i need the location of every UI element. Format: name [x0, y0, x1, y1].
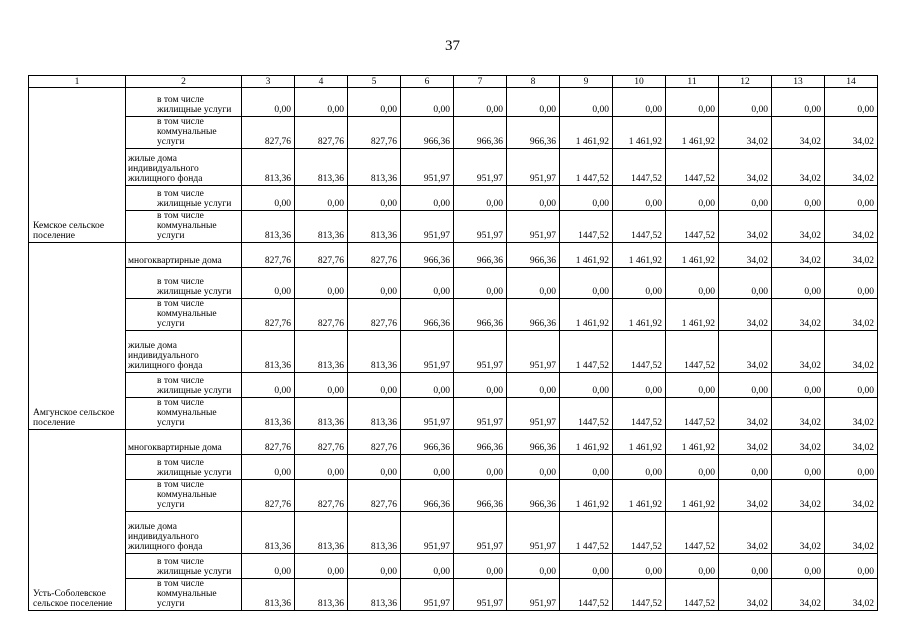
row-label: в том числе коммунальные услуги [126, 299, 242, 331]
tariff-value-cell: 0,00 [772, 554, 825, 579]
row-label: в том числе жилищные услуги [126, 268, 242, 299]
tariff-value-cell: 813,36 [295, 149, 348, 186]
table-row [29, 455, 878, 480]
tariff-value-cell: 951,97 [454, 579, 507, 611]
tariff-value-cell: 1447,52 [666, 579, 719, 611]
tariff-value-cell: 0,00 [560, 455, 613, 480]
tariff-value-cell: 0,00 [772, 455, 825, 480]
tariff-value-cell: 0,00 [613, 554, 666, 579]
tariff-value-cell: 34,02 [719, 149, 772, 186]
tariff-value-cell: 0,00 [242, 268, 295, 299]
tariff-value-cell: 1447,52 [613, 149, 666, 186]
column-number-header: 7 [454, 76, 507, 88]
tariff-value-cell: 34,02 [825, 331, 878, 373]
tariff-value-cell: 0,00 [666, 373, 719, 398]
column-number-header: 11 [666, 76, 719, 88]
tariff-value-cell: 0,00 [613, 373, 666, 398]
tariff-value-cell: 0,00 [348, 455, 401, 480]
tariff-table [28, 75, 878, 611]
tariff-value-cell: 1447,52 [613, 331, 666, 373]
tariff-value-cell: 951,97 [454, 149, 507, 186]
tariff-value-cell: 813,36 [295, 398, 348, 430]
tariff-value-cell: 0,00 [666, 186, 719, 211]
tariff-value-cell: 827,76 [348, 299, 401, 331]
tariff-value-cell: 1 461,92 [613, 243, 666, 268]
tariff-value-cell: 966,36 [454, 117, 507, 149]
column-number-header: 13 [772, 76, 825, 88]
tariff-value-cell: 827,76 [295, 299, 348, 331]
tariff-value-cell: 0,00 [507, 88, 560, 117]
tariff-value-cell: 813,36 [348, 331, 401, 373]
tariff-value-cell: 827,76 [295, 243, 348, 268]
tariff-value-cell: 0,00 [507, 186, 560, 211]
tariff-value-cell: 0,00 [242, 186, 295, 211]
tariff-value-cell: 951,97 [401, 398, 454, 430]
tariff-value-cell: 34,02 [825, 299, 878, 331]
tariff-value-cell: 0,00 [242, 455, 295, 480]
tariff-value-cell: 0,00 [401, 88, 454, 117]
tariff-value-cell: 34,02 [772, 117, 825, 149]
tariff-value-cell: 1 461,92 [613, 117, 666, 149]
tariff-value-cell: 0,00 [454, 88, 507, 117]
tariff-value-cell: 813,36 [295, 512, 348, 554]
tariff-value-cell: 813,36 [242, 331, 295, 373]
tariff-value-cell: 827,76 [348, 243, 401, 268]
tariff-value-cell: 0,00 [295, 88, 348, 117]
tariff-value-cell: 966,36 [401, 243, 454, 268]
tariff-value-cell: 951,97 [454, 211, 507, 243]
row-label: многоквартирные дома [126, 430, 242, 455]
tariff-value-cell: 966,36 [454, 243, 507, 268]
tariff-value-cell: 951,97 [454, 512, 507, 554]
tariff-value-cell: 0,00 [454, 455, 507, 480]
tariff-value-cell: 1 461,92 [613, 480, 666, 512]
tariff-value-cell: 1447,52 [666, 211, 719, 243]
tariff-value-cell: 966,36 [401, 430, 454, 455]
tariff-value-cell: 951,97 [401, 512, 454, 554]
tariff-value-cell: 966,36 [507, 117, 560, 149]
tariff-value-cell: 966,36 [401, 117, 454, 149]
tariff-value-cell: 1 461,92 [560, 299, 613, 331]
tariff-value-cell: 34,02 [719, 579, 772, 611]
tariff-value-cell: 1447,52 [613, 211, 666, 243]
tariff-value-cell: 966,36 [401, 480, 454, 512]
tariff-value-cell: 34,02 [719, 430, 772, 455]
table-row [29, 554, 878, 579]
tariff-value-cell: 951,97 [507, 211, 560, 243]
tariff-value-cell: 813,36 [348, 149, 401, 186]
tariff-value-cell: 0,00 [348, 373, 401, 398]
tariff-value-cell: 0,00 [401, 455, 454, 480]
tariff-value-cell: 827,76 [295, 117, 348, 149]
tariff-value-cell: 0,00 [772, 88, 825, 117]
tariff-value-cell: 951,97 [507, 512, 560, 554]
tariff-value-cell: 0,00 [242, 554, 295, 579]
tariff-value-cell: 0,00 [242, 88, 295, 117]
tariff-value-cell: 951,97 [401, 331, 454, 373]
tariff-value-cell: 34,02 [719, 512, 772, 554]
row-label: в том числе коммунальные услуги [126, 117, 242, 149]
tariff-value-cell: 951,97 [507, 331, 560, 373]
tariff-value-cell: 34,02 [772, 480, 825, 512]
tariff-value-cell: 0,00 [666, 554, 719, 579]
tariff-value-cell: 1447,52 [560, 398, 613, 430]
table-row [29, 149, 878, 186]
tariff-value-cell: 1447,52 [666, 512, 719, 554]
tariff-value-cell: 1 447,52 [560, 512, 613, 554]
tariff-value-cell: 813,36 [295, 579, 348, 611]
tariff-value-cell: 0,00 [295, 455, 348, 480]
column-number-header: 14 [825, 76, 878, 88]
tariff-value-cell: 0,00 [719, 88, 772, 117]
tariff-value-cell: 34,02 [719, 398, 772, 430]
tariff-value-cell: 966,36 [454, 480, 507, 512]
tariff-value-cell: 0,00 [348, 186, 401, 211]
table-row [29, 398, 878, 430]
table-row [29, 88, 878, 117]
tariff-value-cell: 1447,52 [613, 398, 666, 430]
tariff-value-cell: 1 447,52 [560, 331, 613, 373]
tariff-value-cell: 827,76 [242, 430, 295, 455]
column-number-header: 5 [348, 76, 401, 88]
tariff-value-cell: 813,36 [242, 398, 295, 430]
tariff-value-cell: 34,02 [825, 211, 878, 243]
tariff-value-cell: 1447,52 [666, 331, 719, 373]
page-number: 37 [445, 38, 460, 54]
tariff-value-cell: 813,36 [242, 149, 295, 186]
row-label: в том числе жилищные услуги [126, 373, 242, 398]
tariff-value-cell: 1 461,92 [666, 480, 719, 512]
row-label: в том числе коммунальные услуги [126, 579, 242, 611]
tariff-value-cell: 0,00 [348, 268, 401, 299]
tariff-value-cell: 813,36 [348, 512, 401, 554]
tariff-value-cell: 34,02 [825, 117, 878, 149]
column-number-header: 8 [507, 76, 560, 88]
tariff-value-cell: 1447,52 [613, 579, 666, 611]
tariff-value-cell: 1 447,52 [560, 149, 613, 186]
tariff-value-cell: 813,36 [242, 512, 295, 554]
tariff-value-cell: 0,00 [295, 268, 348, 299]
tariff-value-cell: 827,76 [242, 243, 295, 268]
tariff-value-cell: 0,00 [401, 554, 454, 579]
tariff-value-cell: 0,00 [613, 186, 666, 211]
tariff-value-cell: 34,02 [772, 211, 825, 243]
tariff-value-cell: 0,00 [295, 373, 348, 398]
table-row [29, 430, 878, 455]
tariff-value-cell: 966,36 [507, 480, 560, 512]
tariff-value-cell: 0,00 [401, 186, 454, 211]
tariff-value-cell: 813,36 [242, 579, 295, 611]
row-label: многоквартирные дома [126, 243, 242, 268]
column-number-header: 3 [242, 76, 295, 88]
tariff-value-cell: 0,00 [560, 373, 613, 398]
tariff-value-cell: 966,36 [507, 299, 560, 331]
tariff-value-cell: 1447,52 [560, 579, 613, 611]
tariff-value-cell: 0,00 [613, 268, 666, 299]
tariff-value-cell: 966,36 [454, 430, 507, 455]
row-label: в том числе жилищные услуги [126, 88, 242, 117]
row-label: в том числе жилищные услуги [126, 455, 242, 480]
tariff-value-cell: 951,97 [401, 149, 454, 186]
tariff-value-cell: 0,00 [454, 186, 507, 211]
tariff-value-cell: 34,02 [772, 430, 825, 455]
tariff-value-cell: 0,00 [507, 554, 560, 579]
tariff-value-cell: 0,00 [401, 373, 454, 398]
tariff-value-cell: 0,00 [719, 373, 772, 398]
tariff-value-cell: 827,76 [242, 117, 295, 149]
tariff-value-cell: 0,00 [560, 268, 613, 299]
tariff-value-cell: 0,00 [772, 373, 825, 398]
table-row [29, 512, 878, 554]
column-number-header: 12 [719, 76, 772, 88]
tariff-value-cell: 0,00 [719, 268, 772, 299]
tariff-value-cell: 0,00 [560, 554, 613, 579]
tariff-value-cell: 1 461,92 [560, 430, 613, 455]
row-label: жилые дома индивидуального жилищного фонда [126, 512, 242, 554]
tariff-value-cell: 827,76 [348, 480, 401, 512]
tariff-value-cell: 951,97 [507, 398, 560, 430]
tariff-value-cell: 0,00 [560, 88, 613, 117]
tariff-value-cell: 34,02 [772, 398, 825, 430]
column-number-header: 2 [126, 76, 242, 88]
tariff-value-cell: 0,00 [242, 373, 295, 398]
column-number-header: 4 [295, 76, 348, 88]
tariff-value-cell: 34,02 [772, 512, 825, 554]
tariff-value-cell: 951,97 [401, 579, 454, 611]
tariff-value-cell: 34,02 [772, 299, 825, 331]
table-row [29, 186, 878, 211]
tariff-value-cell: 0,00 [772, 268, 825, 299]
tariff-value-cell: 34,02 [719, 480, 772, 512]
tariff-value-cell: 813,36 [295, 331, 348, 373]
table-row [29, 331, 878, 373]
settlement-name: Усть-Соболевское сельское поселение [29, 430, 126, 611]
tariff-value-cell: 827,76 [348, 117, 401, 149]
tariff-value-cell: 966,36 [454, 299, 507, 331]
tariff-value-cell: 0,00 [825, 186, 878, 211]
tariff-value-cell: 827,76 [348, 430, 401, 455]
tariff-value-cell: 0,00 [825, 554, 878, 579]
tariff-value-cell: 0,00 [454, 373, 507, 398]
tariff-value-cell: 0,00 [825, 455, 878, 480]
tariff-value-cell: 827,76 [242, 480, 295, 512]
tariff-value-cell: 34,02 [772, 579, 825, 611]
tariff-value-cell: 0,00 [825, 268, 878, 299]
row-label: в том числе коммунальные услуги [126, 398, 242, 430]
row-label: в том числе жилищные услуги [126, 186, 242, 211]
tariff-value-cell: 951,97 [401, 211, 454, 243]
tariff-value-cell: 951,97 [507, 149, 560, 186]
tariff-value-cell: 34,02 [719, 299, 772, 331]
tariff-value-cell: 34,02 [719, 243, 772, 268]
tariff-value-cell: 966,36 [507, 430, 560, 455]
tariff-value-cell: 0,00 [454, 268, 507, 299]
tariff-value-cell: 34,02 [825, 512, 878, 554]
table-row [29, 579, 878, 611]
tariff-value-cell: 0,00 [560, 186, 613, 211]
tariff-value-cell: 34,02 [719, 117, 772, 149]
tariff-value-cell: 0,00 [507, 268, 560, 299]
tariff-value-cell: 1447,52 [666, 149, 719, 186]
tariff-value-cell: 0,00 [507, 373, 560, 398]
tariff-value-cell: 34,02 [825, 149, 878, 186]
tariff-value-cell: 0,00 [613, 88, 666, 117]
tariff-value-cell: 1 461,92 [613, 299, 666, 331]
tariff-value-cell: 0,00 [348, 88, 401, 117]
table-row [29, 117, 878, 149]
tariff-value-cell: 0,00 [666, 268, 719, 299]
tariff-value-cell: 1 461,92 [560, 480, 613, 512]
tariff-value-cell: 0,00 [719, 186, 772, 211]
tariff-value-cell: 1 461,92 [666, 430, 719, 455]
tariff-value-cell: 951,97 [454, 331, 507, 373]
tariff-value-cell: 34,02 [825, 398, 878, 430]
tariff-value-cell: 34,02 [772, 243, 825, 268]
tariff-value-cell: 34,02 [772, 331, 825, 373]
tariff-value-cell: 0,00 [401, 268, 454, 299]
tariff-value-cell: 813,36 [348, 398, 401, 430]
tariff-value-cell: 951,97 [507, 579, 560, 611]
tariff-value-cell: 0,00 [295, 186, 348, 211]
tariff-value-cell: 0,00 [295, 554, 348, 579]
tariff-value-cell: 1 461,92 [613, 430, 666, 455]
row-label: жилые дома индивидуального жилищного фонда [126, 149, 242, 186]
tariff-value-cell: 0,00 [772, 186, 825, 211]
tariff-value-cell: 0,00 [454, 554, 507, 579]
tariff-value-cell: 0,00 [825, 88, 878, 117]
tariff-value-cell: 34,02 [825, 480, 878, 512]
row-label: в том числе коммунальные услуги [126, 480, 242, 512]
tariff-value-cell: 0,00 [719, 455, 772, 480]
row-label: жилые дома индивидуального жилищного фонда [126, 331, 242, 373]
tariff-value-cell: 0,00 [825, 373, 878, 398]
tariff-value-cell: 951,97 [454, 398, 507, 430]
tariff-value-cell: 1447,52 [666, 398, 719, 430]
column-number-header: 9 [560, 76, 613, 88]
tariff-value-cell: 966,36 [507, 243, 560, 268]
tariff-value-cell: 34,02 [825, 243, 878, 268]
tariff-value-cell: 0,00 [613, 455, 666, 480]
tariff-value-cell: 0,00 [719, 554, 772, 579]
tariff-value-cell: 0,00 [666, 455, 719, 480]
tariff-value-cell: 1 461,92 [666, 243, 719, 268]
tariff-value-cell: 1 461,92 [560, 243, 613, 268]
table-row [29, 211, 878, 243]
tariff-value-cell: 1447,52 [560, 211, 613, 243]
table-row [29, 243, 878, 268]
tariff-value-cell: 0,00 [666, 88, 719, 117]
column-number-header: 1 [29, 76, 126, 88]
tariff-value-cell: 34,02 [825, 579, 878, 611]
tariff-value-cell: 34,02 [719, 211, 772, 243]
tariff-value-cell: 813,36 [348, 211, 401, 243]
row-label: в том числе коммунальные услуги [126, 211, 242, 243]
settlement-name: Амгунское сельское поселение [29, 243, 126, 430]
table-row [29, 373, 878, 398]
tariff-value-cell: 0,00 [507, 455, 560, 480]
tariff-value-cell: 813,36 [295, 211, 348, 243]
table-row [29, 299, 878, 331]
row-label: в том числе жилищные услуги [126, 554, 242, 579]
tariff-value-cell: 34,02 [772, 149, 825, 186]
tariff-value-cell: 34,02 [719, 331, 772, 373]
tariff-value-cell: 813,36 [242, 211, 295, 243]
settlement-name: Кемское сельское поселение [29, 88, 126, 243]
header-row [29, 76, 878, 88]
table-row [29, 268, 878, 299]
table-row [29, 480, 878, 512]
tariff-value-cell: 813,36 [348, 579, 401, 611]
tariff-value-cell: 827,76 [295, 430, 348, 455]
tariff-value-cell: 34,02 [825, 430, 878, 455]
tariff-value-cell: 1447,52 [613, 512, 666, 554]
tariff-value-cell: 966,36 [401, 299, 454, 331]
column-number-header: 6 [401, 76, 454, 88]
tariff-value-cell: 1 461,92 [666, 299, 719, 331]
tariff-value-cell: 0,00 [348, 554, 401, 579]
tariff-value-cell: 1 461,92 [560, 117, 613, 149]
tariff-value-cell: 827,76 [242, 299, 295, 331]
tariff-value-cell: 827,76 [295, 480, 348, 512]
column-number-header: 10 [613, 76, 666, 88]
tariff-value-cell: 1 461,92 [666, 117, 719, 149]
